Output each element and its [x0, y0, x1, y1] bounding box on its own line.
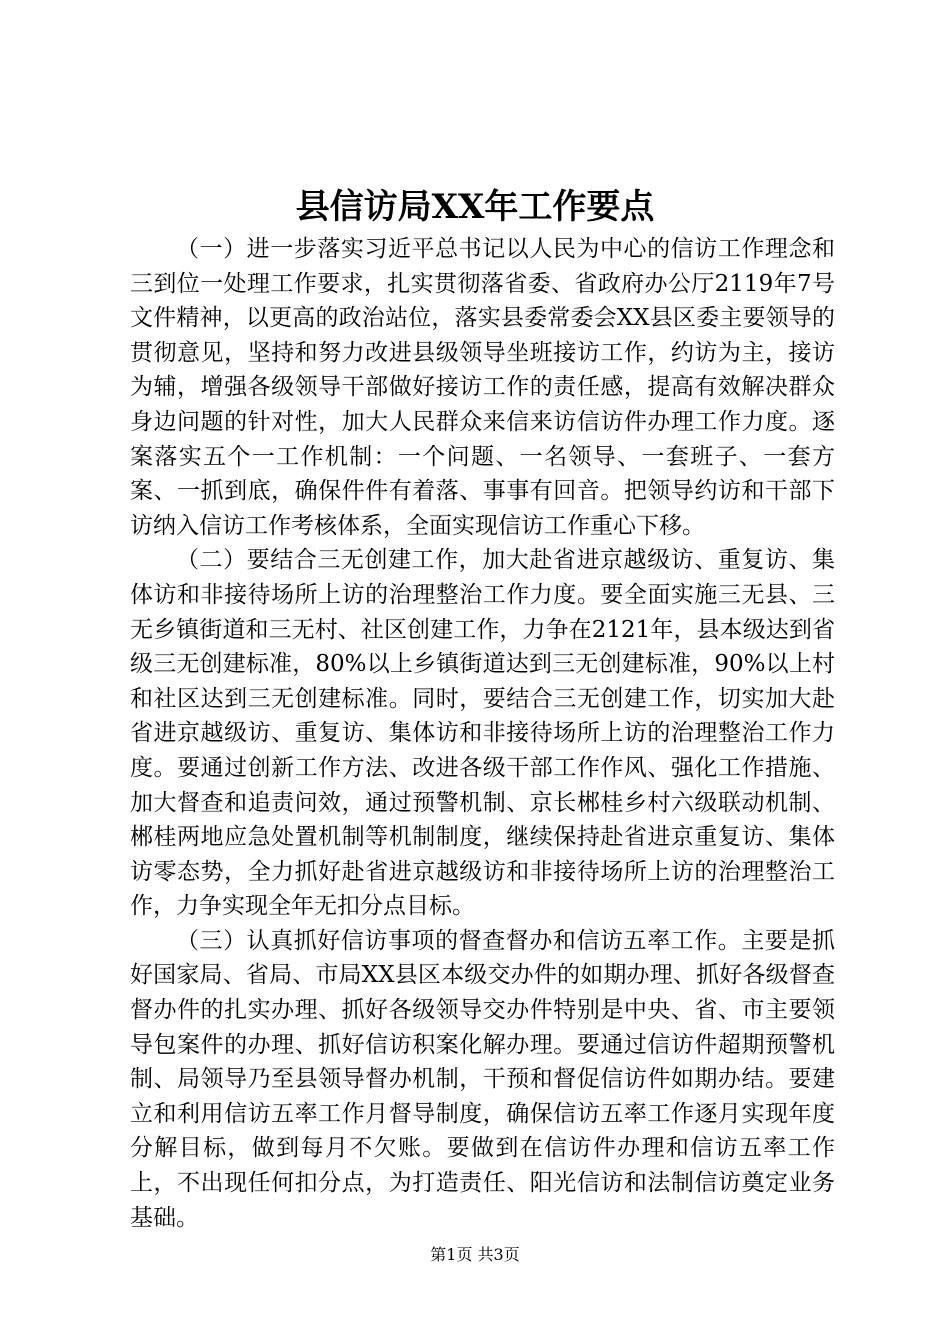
paragraph-2: （二）要结合三无创建工作，加大赴省进京越级访、重复访、集体访和非接待场所上访的治理整治工作力度。要全面实施三无县、三无乡镇街道和三无村、社区创建工作，力争在2121年，县本级达到省级三无创建标准，80%以上乡镇街道达到三无创建标准，90%以上村和社区达到三无创建标准。同时，要结合三无创建工作，切实加大赴省进京越级访、重复访、集体访和非接待场所上访的治理整治工作力度。要通过创新工作方法、改进各级干部工作作风、强化工作措施、加大督查和追责问效，通过预警机制、京长郴桂乡村六级联动机制、郴桂两地应急处置机制等机制制度，继续保持赴省进京重复访、集体访零态势，全力抓好赴省进京越级访和非接待场所上访的治理整治工作，力争实现全年无扣分点目标。: [130, 547, 835, 920]
paragraph-3: （三）认真抓好信访事项的督查督办和信访五率工作。主要是抓好国家局、省局、市局XX县区本级交办件的如期办理、抓好各级督查督办件的扎实办理、抓好各级领导交办件特别是中央、省、市主要领导包案件的办理、抓好信访积案化解办理。要通过信访件超期预警机制、局领导乃至县领导督办机制，干预和督促信访件如期办结。要建立和利用信访五率工作月督导制度，确保信访五率工作逐月实现年度分解目标，做到每月不欠账。要做到在信访件办理和信访五率工作上，不出现任何扣分点，为打造责任、阳光信访和法制信访奠定业务基础。: [130, 927, 835, 1231]
document-title: 县信访局XX年工作要点: [295, 187, 655, 227]
page-number-footer: 第1页 共3页: [430, 1245, 520, 1264]
paragraph-1: （一）进一步落实习近平总书记以人民为中心的信访工作理念和三到位一处理工作要求，扎实贯彻落省委、省政府办公厅2119年7号文件精神，以更高的政治站位，落实县委常委会XX县区委主要领导的贯彻意见，坚持和努力改进县级领导坐班接访工作，约访为主，接访为辅，增强各级领导干部做好接访工作的责任感，提高有效解决群众身边问题的针对性，加大人民群众来信来访信访件办理工作力度。逐案落实五个一工作机制：一个问题、一名领导、一套班子、一套方案、一抓到底，确保件件有着落、事事有回音。把领导约访和干部下访纳入信访工作考核体系，全面实现信访工作重心下移。: [130, 236, 835, 539]
document-body: [130, 232, 835, 1235]
